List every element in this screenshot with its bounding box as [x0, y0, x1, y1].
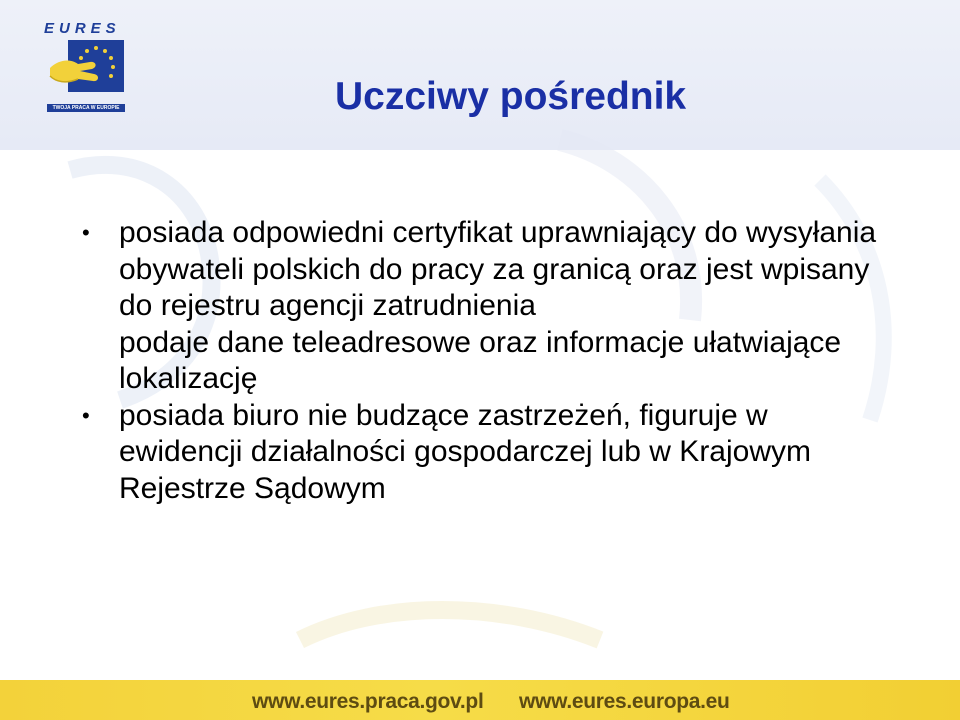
- slide-title: Uczciwy pośrednik: [335, 75, 687, 118]
- list-item-text: posiada biuro nie budzące zastrzeżeń, figuruje w ewidencji działalności gospodarczej lub w Krajowym Rejestrze Sądowym: [119, 398, 811, 505]
- list-item-text: podaje dane teleadresowe oraz informacje ułatwiające lokalizację: [119, 325, 842, 395]
- list-item-text: posiada odpowiedni certyfikat uprawniający do wysyłania obywateli polskich do pracy za granicą oraz jest wpisany do rejestru agencji zatrudnienia: [119, 216, 877, 322]
- bullet-list: [0, 215, 960, 507]
- eures-logo: [44, 20, 128, 114]
- logo-tagline: TWOJA PRACA W EUROPIE: [47, 104, 125, 112]
- logo-wordmark: EURES: [44, 20, 121, 37]
- list-item: [0, 325, 879, 398]
- hand-stars-icon: [44, 38, 128, 100]
- footer-link-eures-europa[interactable]: www.eures.europa.eu: [519, 690, 730, 713]
- bullet-marker: •: [82, 220, 90, 245]
- footer-link-eures-praca[interactable]: www.eures.praca.gov.pl: [252, 690, 484, 713]
- list-item: [0, 215, 879, 325]
- list-item: [0, 398, 879, 508]
- bullet-marker: •: [82, 402, 90, 428]
- footer-band: [0, 680, 960, 720]
